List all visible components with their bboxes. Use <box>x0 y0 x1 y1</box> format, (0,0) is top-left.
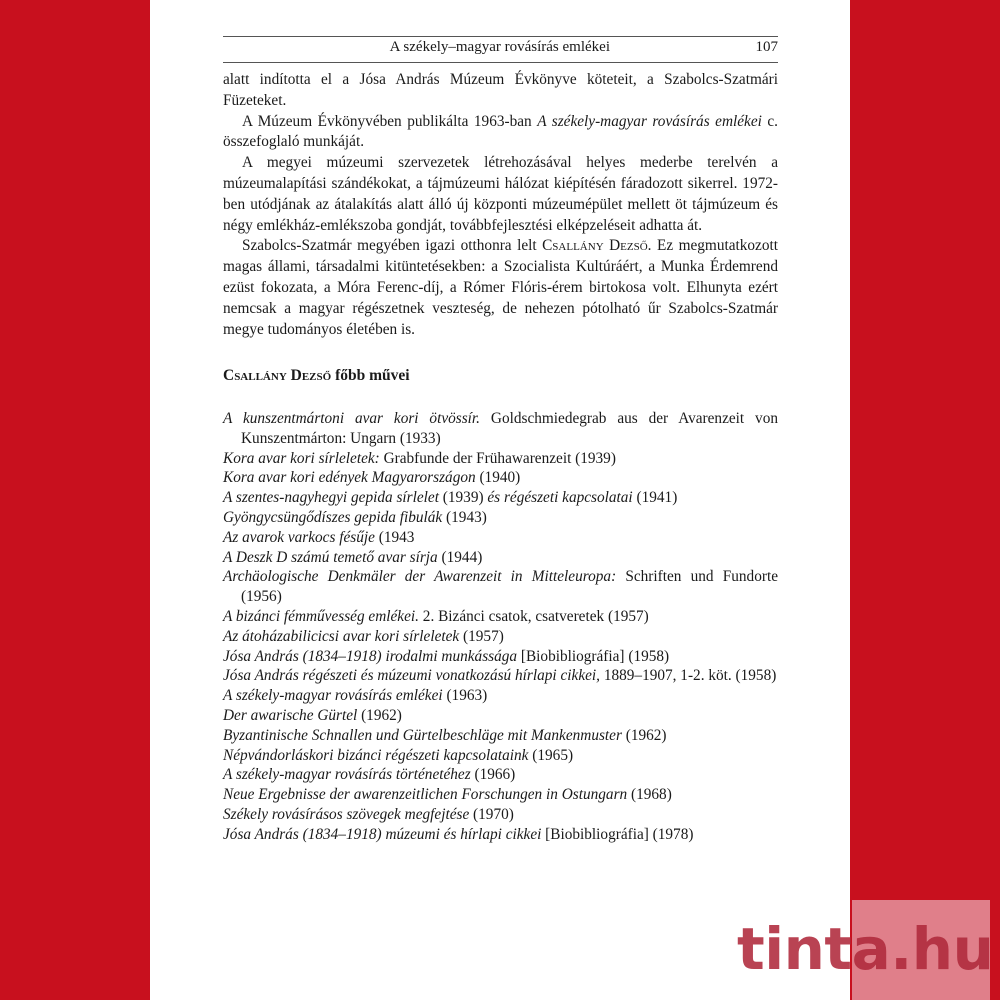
work-detail: [Biobibliográfia] (1978) <box>541 825 694 843</box>
work-entry <box>223 805 778 825</box>
paragraph-4-end: . Ez megmutatkozott magas állami, társadalmi kitüntetésekben: a Szocialista Kultúráért, a Munka Érdemrend ezüst fokozata, a Móra Ferenc-díj, a Rómer Flóris-érem birtokosa volt. Elhunyta ezért nemcsak a magyar régészetnek veszteség, de nehezen pótolható űr Szabolcs-Szatmár megye tudományos életében is. <box>223 237 778 338</box>
paragraph-4-start: Szabolcs-Szatmár megyében igazi otthonra lelt <box>242 237 543 255</box>
work-entry <box>223 765 778 785</box>
paragraph-4-name: Csallány Dezső <box>542 237 648 255</box>
work-detail: (1963) <box>442 687 488 705</box>
work-title: és régészeti kapcsolatai <box>487 489 633 507</box>
body-text <box>223 70 778 340</box>
work-detail: (1965) <box>528 746 574 764</box>
work-detail: Goldschmiedegrab aus der Avarenzeit von Kunszentmárton: Ungarn (1933) <box>241 410 778 447</box>
section-heading-name: Csallány Dezső <box>223 367 332 384</box>
running-title: A székely–magyar rovásírás emlékei <box>389 39 610 55</box>
work-detail: (1940) <box>475 469 521 487</box>
work-detail: (1966) <box>470 766 516 784</box>
work-entry <box>223 686 778 706</box>
section-heading-rest: főbb művei <box>331 367 410 384</box>
work-detail: (1962) <box>357 706 402 724</box>
work-title: Neue Ergebnisse der awarenzeitlichen Forschungen in Ostungarn <box>223 786 628 804</box>
work-entry <box>223 726 778 746</box>
work-entry <box>223 666 778 686</box>
work-title: Jósa András régészeti és múzeumi vonatkozású hírlapi cikkei, <box>223 667 600 685</box>
running-header <box>223 36 778 63</box>
work-title: Székely rovásírásos szövegek megfejtése <box>223 805 470 823</box>
work-title: Az átoházabilicicsi avar kori sírleletek <box>223 627 460 645</box>
works-list <box>223 409 778 845</box>
work-title: Archäologische Denkmäler der Awarenzeit in Mitteleuropa: <box>223 568 617 586</box>
work-title: Gyöngycsüngődíszes gepida fibulák <box>223 508 443 526</box>
work-entry <box>223 746 778 766</box>
work-entry <box>223 627 778 647</box>
work-detail: Grabfunde der Frühawarenzeit (1939) <box>379 449 616 467</box>
work-entry <box>223 647 778 667</box>
work-title: Kora avar kori sírleletek: <box>223 449 380 467</box>
work-entry <box>223 528 778 548</box>
paragraph-3: A megyei múzeumi szervezetek létrehozásával helyes mederbe terelvén a múzeumalapítási szándékokat, a tájmúzeumi hálózat kiépítésén fáradozott sikerrel. 1972-ben utódjának az átalakítás alatt álló új központi múzeumépület mellett öt tájmúzeum és négy emlékház-emlékszoba gondját, továbbfejlesztési elképzeléseit adhatta át. <box>223 154 778 234</box>
work-title: Byzantinische Schnallen und Gürtelbeschläge mit Mankenmuster <box>223 726 622 744</box>
work-entry <box>223 468 778 488</box>
paragraph-4 <box>223 236 778 340</box>
work-detail: (1957) <box>459 627 504 645</box>
watermark-logo: tinta.hu <box>737 915 994 983</box>
work-detail: 1889–1907, 1-2. köt. (1958) <box>600 667 777 685</box>
work-entry <box>223 488 778 508</box>
paragraph-2-title: A székely-magyar rovásírás emlékei <box>537 112 762 130</box>
work-title: Az avarok varkocs fésűje <box>223 528 375 546</box>
work-detail: Schriften und Fundorte (1956) <box>241 568 778 606</box>
page-number: 107 <box>755 39 778 55</box>
work-title: A szentes-nagyhegyi gepida sírlelet <box>223 489 439 507</box>
work-title: A kunszentmártoni avar kori ötvössír. <box>223 410 481 427</box>
section-heading <box>223 367 778 385</box>
paragraph-1: alatt indította el a Jósa András Múzeum Évkönyve köteteit, a Szabolcs-Szatmári Füzeteket. <box>223 71 778 109</box>
work-detail: (1943 <box>374 528 415 546</box>
work-detail: (1943) <box>442 508 487 526</box>
work-title: Kora avar kori edények Magyarországon <box>223 469 476 487</box>
work-title: A Deszk D számú temető avar sírja <box>223 548 438 566</box>
paragraph-2-start: A Múzeum Évkönyvében publikálta 1963-ban <box>242 112 538 130</box>
work-entry <box>223 548 778 568</box>
work-title: A székely-magyar rovásírás történetéhez <box>223 766 471 784</box>
work-title: Jósa András (1834–1918) múzeumi és hírlapi cikkei <box>223 825 542 843</box>
book-page <box>150 0 850 1000</box>
work-entry <box>223 607 778 627</box>
work-title: Népvándorláskori bizánci régészeti kapcsolataink <box>223 746 529 764</box>
paragraph-2 <box>223 112 778 154</box>
work-entry <box>223 785 778 805</box>
work-detail: (1962) <box>621 726 667 744</box>
work-entry <box>223 409 778 449</box>
work-detail: 2. Bizánci csatok, csatveretek (1957) <box>418 607 649 625</box>
work-detail: (1944) <box>437 548 483 566</box>
work-detail: [Biobibliográfia] (1958) <box>517 647 670 665</box>
work-title: A bizánci fémművesség emlékei. <box>223 607 419 625</box>
paragraph-2-end: c. összefoglaló munkáját. <box>223 112 778 151</box>
work-detail: (1939) <box>438 489 488 507</box>
work-title: Der awarische Gürtel <box>223 706 358 724</box>
work-entry <box>223 706 778 726</box>
work-detail: (1968) <box>627 786 672 804</box>
work-entry <box>223 508 778 528</box>
work-entry <box>223 567 778 607</box>
work-entry <box>223 449 778 469</box>
work-detail: (1941) <box>632 489 678 507</box>
work-title: A székely-magyar rovásírás emlékei <box>223 687 443 705</box>
work-entry <box>223 825 778 845</box>
work-detail: (1970) <box>469 805 514 823</box>
work-title: Jósa András (1834–1918) irodalmi munkássága <box>223 647 518 665</box>
